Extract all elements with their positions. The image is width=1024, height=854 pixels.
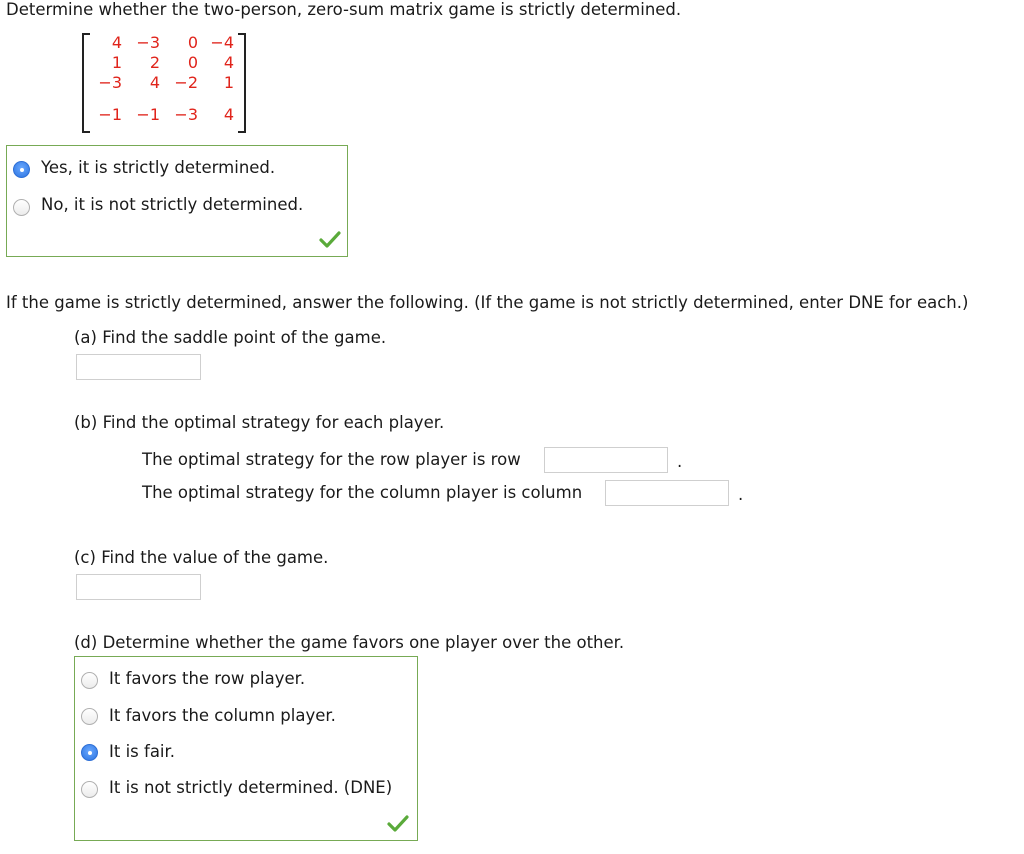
followup-instruction: If the game is strictly determined, answer the following. (If the game is not strictly determined, enter DNE for each.) <box>6 293 969 312</box>
option-no-label: No, it is not strictly determined. <box>41 195 304 214</box>
matrix-cell: 1 <box>223 73 234 92</box>
matrix-cell: 4 <box>111 33 122 52</box>
determined-answer-box <box>6 145 348 257</box>
matrix-cell: −1 <box>136 105 160 124</box>
matrix-cell: −3 <box>174 105 198 124</box>
matrix-cell: −1 <box>98 105 122 124</box>
radio-favors-row[interactable] <box>81 672 98 689</box>
favor-answer-box <box>74 656 418 841</box>
matrix-cell: 2 <box>149 53 160 72</box>
matrix-cell: −3 <box>136 33 160 52</box>
option-yes-label: Yes, it is strictly determined. <box>41 158 276 177</box>
radio-not-determined[interactable] <box>81 781 98 798</box>
column-strategy-period: . <box>738 485 744 504</box>
matrix-cell: 1 <box>111 53 122 72</box>
matrix-cell: −2 <box>174 73 198 92</box>
radio-no-determined[interactable] <box>13 199 30 216</box>
option-favors-row-label: It favors the row player. <box>109 669 306 688</box>
row-strategy-input[interactable] <box>544 447 668 473</box>
matrix-cell: 0 <box>187 53 198 72</box>
matrix-cell: 4 <box>223 105 234 124</box>
column-strategy-input[interactable] <box>605 480 729 506</box>
option-is-fair-label: It is fair. <box>109 742 176 761</box>
row-strategy-label: The optimal strategy for the row player is row <box>142 450 521 469</box>
matrix-cell: 4 <box>149 73 160 92</box>
matrix-right-bracket <box>238 33 246 133</box>
payoff-matrix <box>82 33 246 133</box>
part-d-label: (d) Determine whether the game favors one player over the other. <box>74 633 625 652</box>
game-value-input[interactable] <box>76 574 201 600</box>
option-favors-column-label: It favors the column player. <box>109 706 336 725</box>
row-strategy-period: . <box>677 452 683 471</box>
matrix-cell: 0 <box>187 33 198 52</box>
radio-is-fair[interactable] <box>81 744 98 761</box>
question-prompt: Determine whether the two-person, zero-sum matrix game is strictly determined. <box>6 0 682 19</box>
correct-check-icon <box>319 230 341 248</box>
part-a-label: (a) Find the saddle point of the game. <box>74 328 387 347</box>
option-not-determined-label: It is not strictly determined. (DNE) <box>109 778 393 797</box>
radio-yes-determined[interactable] <box>13 161 30 178</box>
saddle-point-input[interactable] <box>76 354 201 380</box>
matrix-cell: −3 <box>98 73 122 92</box>
correct-check-icon <box>387 814 409 832</box>
part-c-label: (c) Find the value of the game. <box>74 548 329 567</box>
matrix-cell: −4 <box>210 33 234 52</box>
radio-favors-column[interactable] <box>81 708 98 725</box>
part-b-label: (b) Find the optimal strategy for each player. <box>74 413 445 432</box>
matrix-cell: 4 <box>223 53 234 72</box>
column-strategy-label: The optimal strategy for the column player is column <box>142 483 583 502</box>
